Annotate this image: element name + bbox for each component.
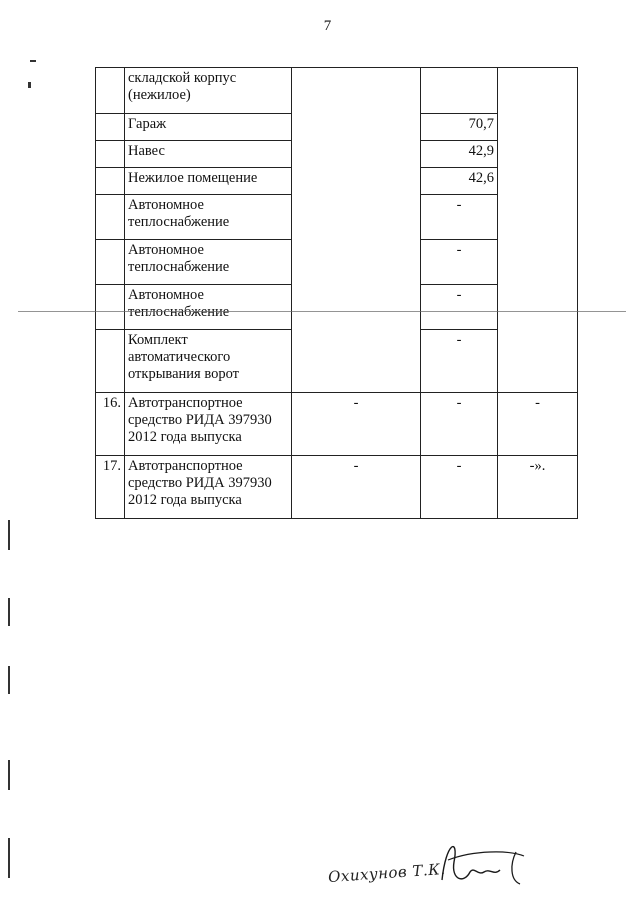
value-cell: -	[292, 456, 421, 519]
index-cell	[96, 330, 125, 393]
value-cell: -».	[498, 456, 578, 519]
area-cell: 70,7	[421, 114, 498, 141]
value-cell: -	[421, 456, 498, 519]
signature-handwritten-name: Охихунов Т.К.	[327, 859, 447, 887]
name-cell: Комплект автоматического открывания ворот	[125, 330, 292, 393]
index-cell	[96, 168, 125, 195]
index-cell	[96, 240, 125, 285]
area-cell	[421, 68, 498, 114]
scan-speck	[8, 666, 10, 694]
area-cell: -	[421, 330, 498, 393]
table-row	[96, 393, 578, 456]
name-cell: Навес	[125, 141, 292, 168]
scan-artifact-line	[18, 311, 626, 312]
name-cell: Автотранспортное средство РИДА 397930 2012 года выпуска	[125, 456, 292, 519]
name-cell: Автотранспортное средство РИДА 397930 2012 года выпуска	[125, 393, 292, 456]
blank-cell	[498, 68, 578, 393]
area-cell: 42,6	[421, 168, 498, 195]
property-table	[95, 67, 578, 519]
area-cell: -	[421, 285, 498, 330]
name-cell: Автономное теплоснабжение	[125, 195, 292, 240]
name-cell: Автономное теплоснабжение	[125, 240, 292, 285]
index-cell	[96, 68, 125, 114]
blank-cell	[292, 68, 421, 393]
scan-speck	[8, 598, 10, 626]
value-cell: -	[498, 393, 578, 456]
name-cell: Автономное теплоснабжение	[125, 285, 292, 330]
table-row	[96, 68, 578, 114]
index-cell: 16.	[96, 393, 125, 456]
name-cell: Гараж	[125, 114, 292, 141]
value-cell: -	[292, 393, 421, 456]
scan-speck	[8, 760, 10, 790]
name-cell: складской корпус (нежилое)	[125, 68, 292, 114]
scan-speck	[8, 520, 10, 550]
index-cell	[96, 195, 125, 240]
page-number: 7	[323, 18, 332, 34]
index-cell	[96, 141, 125, 168]
scan-speck	[8, 838, 10, 878]
index-cell	[96, 285, 125, 330]
value-cell: -	[421, 393, 498, 456]
scan-speck	[28, 82, 31, 88]
table-row	[96, 456, 578, 519]
area-cell: 42,9	[421, 141, 498, 168]
area-cell: -	[421, 240, 498, 285]
name-cell: Нежилое помещение	[125, 168, 292, 195]
scan-speck	[30, 60, 36, 62]
area-cell: -	[421, 195, 498, 240]
index-cell: 17.	[96, 456, 125, 519]
index-cell	[96, 114, 125, 141]
